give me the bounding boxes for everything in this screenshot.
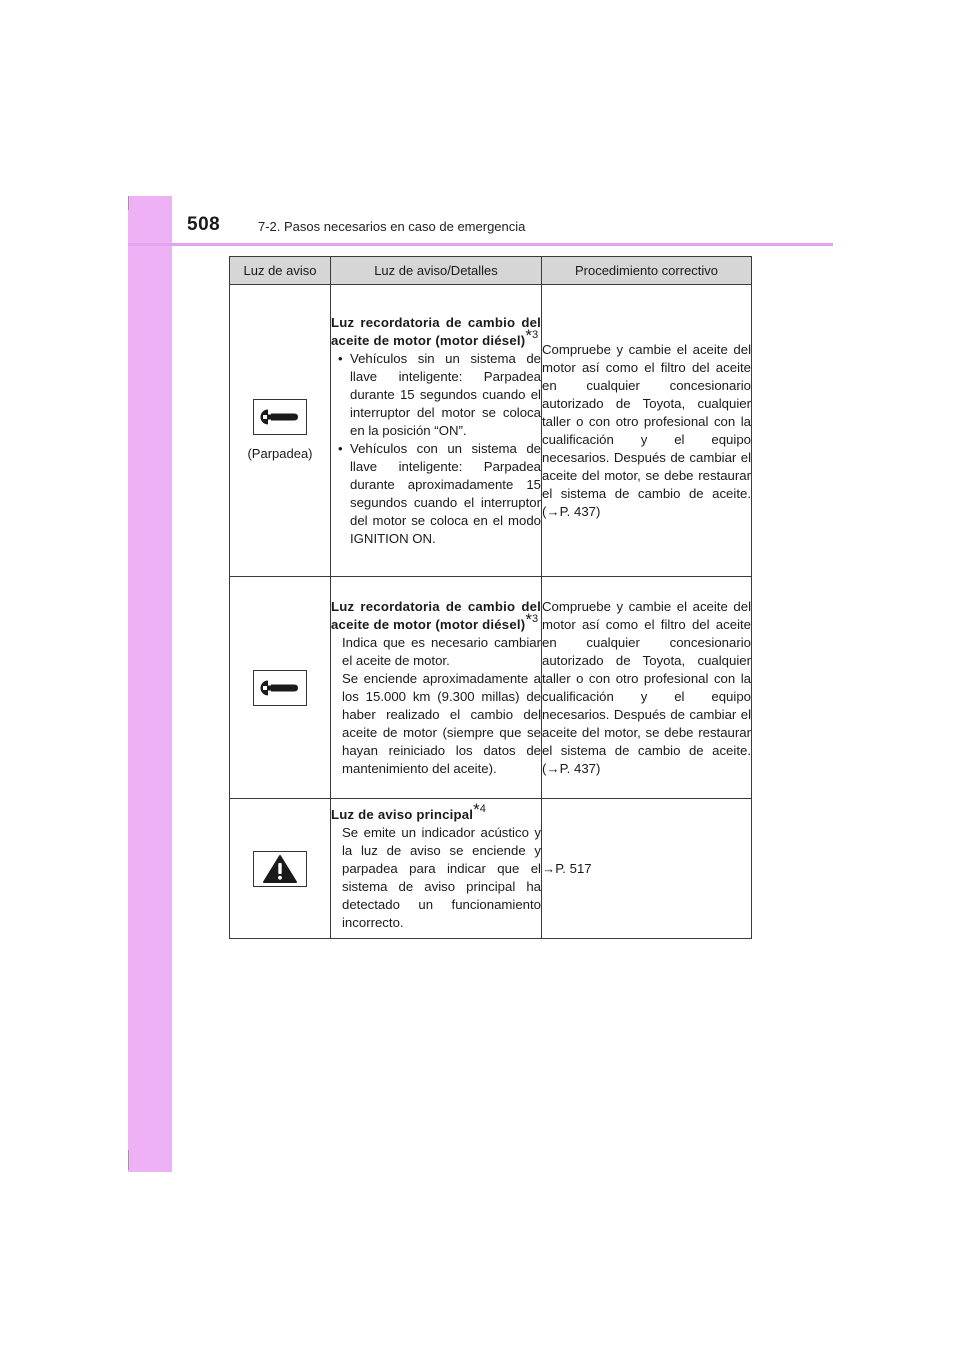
footnote-mark: * xyxy=(525,325,532,345)
crop-mark xyxy=(128,1150,129,1170)
list-item: • Vehículos con un sistema de llave inteligente: Parpadea durante aproximadamente 15 segundos cuando el interruptor del motor se coloca en el modo IGNITION ON. xyxy=(338,440,541,546)
crop-mark xyxy=(128,196,129,210)
procedure-cell: Compruebe y cambie el aceite del motor así como el filtro del aceite en cualquier concesionario autorizado de Toyota, cualquier taller o con otro profesional con la cualificación y el equipo necesarios. Después de cambiar el aceite del motor, se debe restaurar el sistema de cambio de aceite. (→P. 437) xyxy=(542,577,752,799)
warning-light-cell xyxy=(230,577,331,799)
details-cell xyxy=(331,285,542,577)
procedure-cell: Compruebe y cambie el aceite del motor así como el filtro del aceite en cualquier concesionario autorizado de Toyota, cualquier taller o con otro profesional con la cualificación y el equipo necesarios. Después de cambiar el aceite del motor, se debe restaurar el sistema de cambio de aceite. (→P. 437) xyxy=(542,285,752,577)
footnote-mark: * xyxy=(525,609,532,629)
detail-paragraph: Indica que es necesario cambiar el aceite de motor. xyxy=(342,634,541,668)
page-number: 508 xyxy=(187,214,221,235)
warning-light-cell xyxy=(230,285,331,577)
section-title: 7-2. Pasos necesarios en caso de emergencia xyxy=(258,219,526,234)
table-row xyxy=(230,285,752,577)
header-rule xyxy=(128,243,833,246)
table-row xyxy=(230,799,752,939)
wrench-icon xyxy=(253,399,307,435)
detail-paragraph: Se emite un indicador acústico y la luz de aviso se enciende y parpadea para indicar que el sistema de aviso principal ha detectado un funcionamiento incorrecto. xyxy=(342,824,541,930)
wrench-icon xyxy=(253,670,307,706)
chapter-tab xyxy=(128,196,172,1172)
column-header-procedure: Procedimiento correctivo xyxy=(542,257,752,285)
footnote-mark: * xyxy=(473,799,480,819)
column-header-light: Luz de aviso xyxy=(230,257,331,285)
detail-title: Luz de aviso principal*$^4$ xyxy=(331,799,486,822)
table-row xyxy=(230,577,752,799)
warning-triangle-icon xyxy=(253,851,307,887)
details-cell xyxy=(331,799,542,939)
footnote-number: 3 xyxy=(531,612,539,625)
icon-caption: (Parpadea) xyxy=(247,445,313,461)
footnote-number: 3 xyxy=(531,328,539,341)
column-header-details: Luz de aviso/Detalles xyxy=(331,257,542,285)
table-header-row xyxy=(230,257,752,285)
list-item: • Vehículos sin un sistema de llave inteligente: Parpadea durante 15 segundos cuando el interruptor del motor se coloca en la posición “ON”. xyxy=(338,350,541,438)
detail-title: Luz recordatoria de cambio del aceite de motor (motor diésel)*$^3$ xyxy=(331,598,541,632)
warning-lights-table xyxy=(229,256,752,939)
detail-paragraph: Se enciende aproximadamente a los 15.000 km (9.300 millas) de haber realizado el cambio del aceite de motor (siempre que se hayan reiniciado los datos de mantenimiento del aceite). xyxy=(342,670,541,776)
footnote-number: 4 xyxy=(479,802,486,815)
detail-title: Luz recordatoria de cambio del aceite de motor (motor diésel)*$^3$ xyxy=(331,314,541,348)
detail-list xyxy=(331,350,541,548)
warning-light-cell xyxy=(230,799,331,939)
details-cell xyxy=(331,577,542,799)
procedure-cell: →P. 517 xyxy=(542,799,752,939)
